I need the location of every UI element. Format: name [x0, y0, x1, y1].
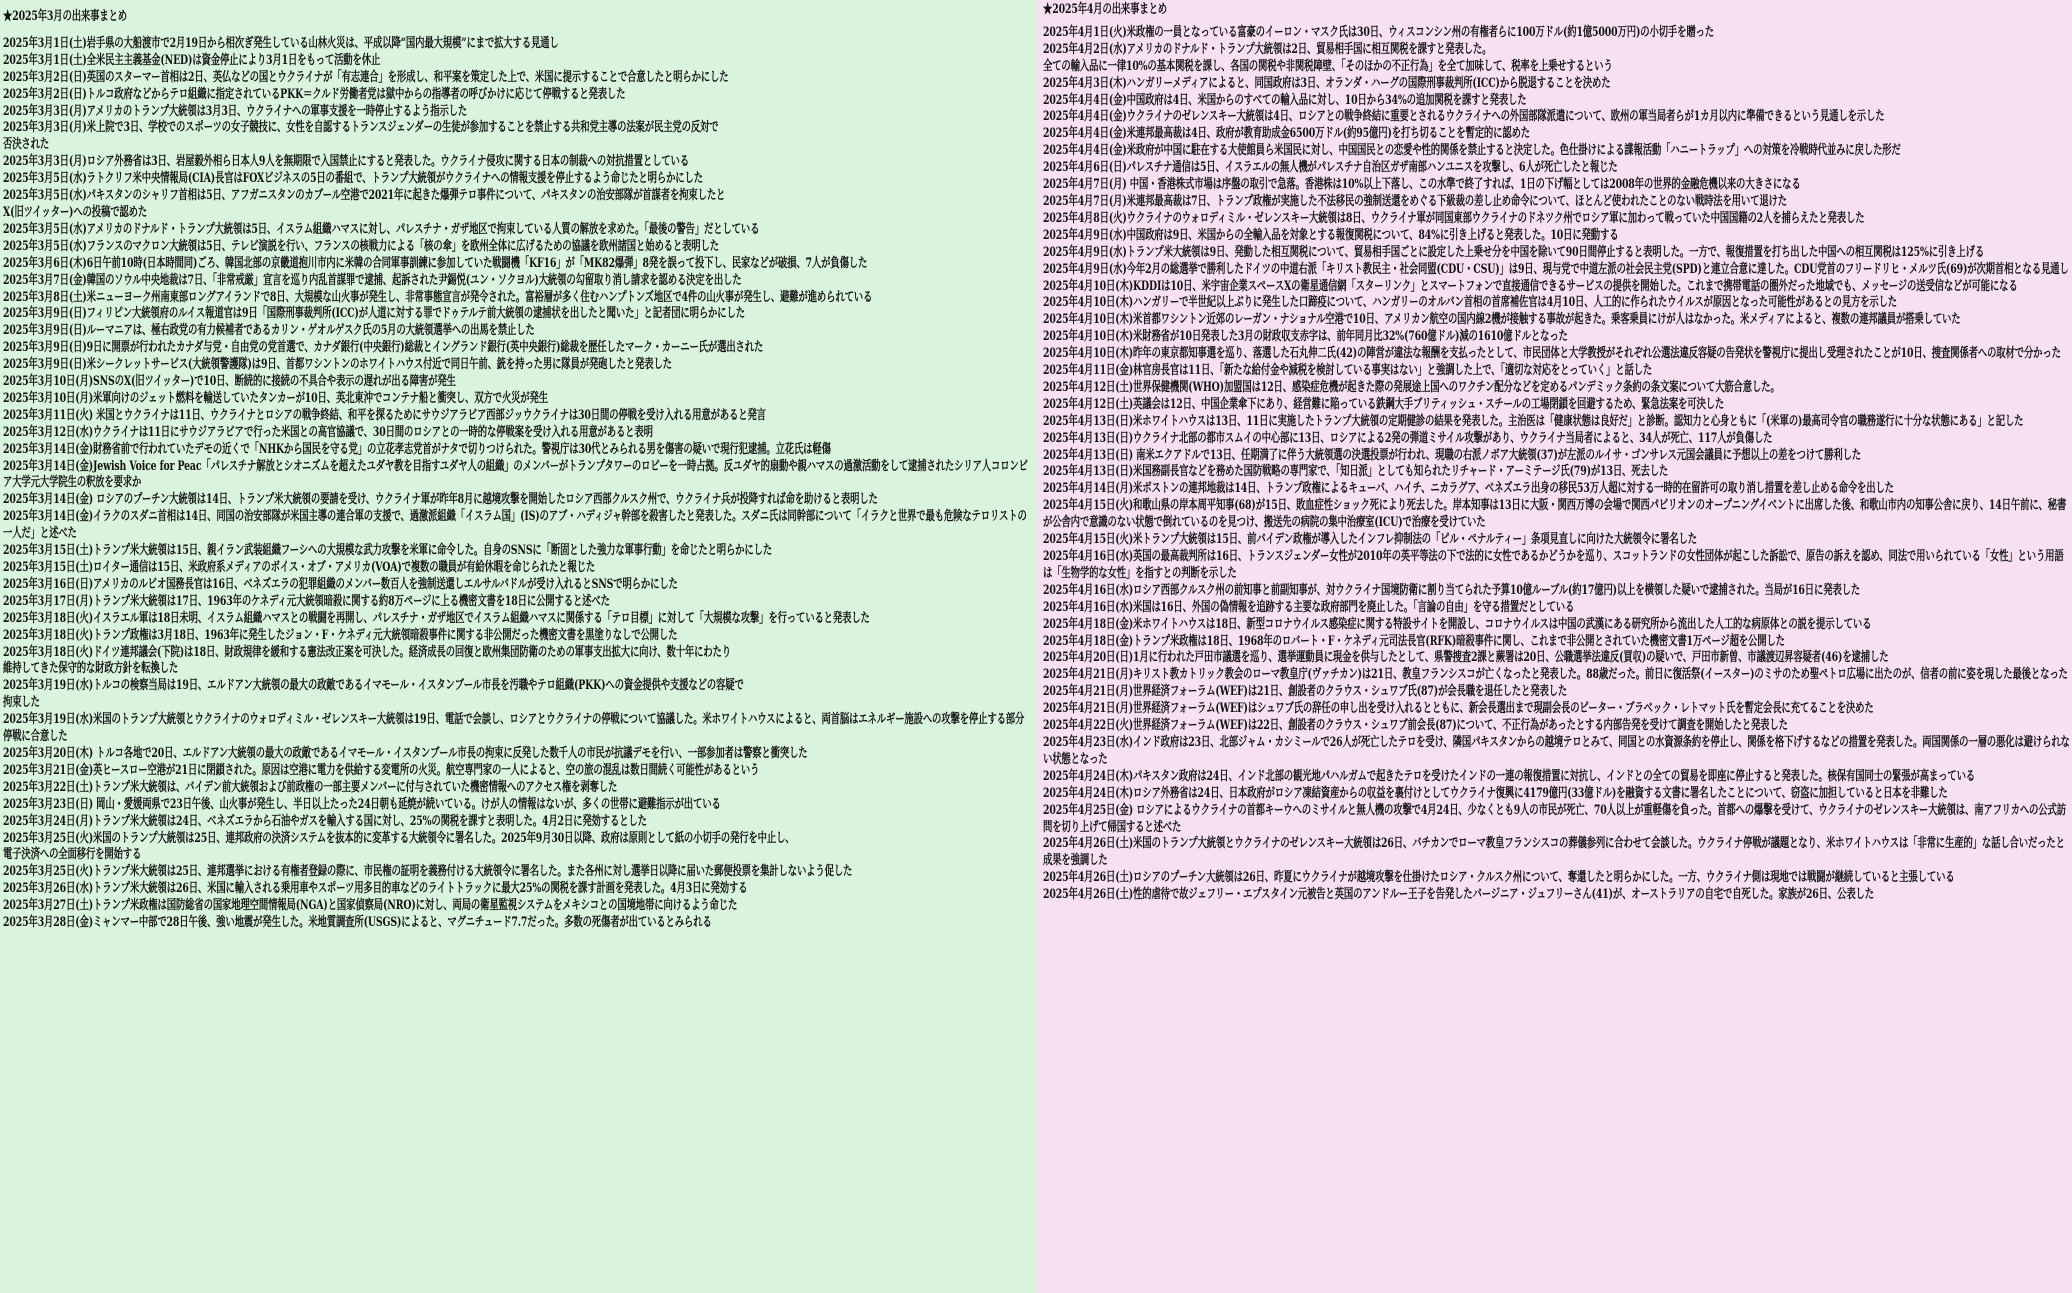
event-item: 2025年4月18日(金)米ホワイトハウスは18日、新型コロナウイルス感染症に関する特設サイトを開設し、コロナウイルスは中国の武漢にある研究所から流出した人工的な病原体との説を提示している	[1043, 616, 1872, 632]
event-item: 2025年3月11日(火) 米国とウクライナは11日、ウクライナとロシアの戦争終結、和平を探るためにサウジアラビア西部ジッウクライナは30日間の停戦を受け入れる用意があると発言	[3, 407, 766, 423]
event-item: 2025年4月16日(水)米国は16日、外国の偽情報を追跡する主要な政府部門を廃止した。「言論の自由」を守る措置だとしている	[1043, 599, 1575, 615]
event-item: 2025年4月2日(水)アメリカのドナルド・トランプ大統領は2日、貿易相手国に相互関税を課すと発表した。	[1043, 41, 1492, 57]
event-item: 2025年4月16日(水)ロシア西部クルスク州の前知事と前副知事が、対ウクライナ国境防衛に割り当てられた予算10億ルーブル(約17億円)以上を横領した疑いで逮捕された。当局が16日に発表した	[1043, 582, 1861, 598]
event-item: 2025年4月21日(月)キリスト教カトリック教会のローマ教皇庁(ヴァチカン)は21日、教皇フランシスコが亡くなったと発表した。88歳だった。前日に復活祭(イースター)のミサのため聖ペトロ広場に出たのが、信者の前に姿を現した最後となった	[1043, 667, 2068, 683]
april-event-list	[1043, 25, 2072, 904]
event-item: 2025年3月18日(火)イスラエル軍は18日未明、イスラム組織ハマスとの戦闘を再開し、パレスチナ・ガザ地区でイスラム組織ハマスに関係する「テロ目標」に対して「大規模な攻撃」を行っていると発表した	[3, 610, 870, 626]
event-item: 2025年4月18日(金)トランプ米政権は18日、1968年のロバート・F・ケネディ元司法長官(RFK)暗殺事件に関し、これまで非公開とされていた機密文書1万ページ超を公開した	[1043, 633, 1785, 649]
event-item: 2025年4月1日(火)米政権の一員となっている富豪のイーロン・マスク氏は30日、ウィスコンシン州の有権者らに100万ドル(約1億5000万円)の小切手を贈った	[1043, 24, 1714, 40]
event-item: 2025年3月22日(土)トランプ米大統領は、バイデン前大統領および前政権の一部主要メンバーに付与されていた機密情報へのアクセス権を剥奪した	[3, 779, 618, 795]
event-item: 2025年4月12日(土)世界保健機関(WHO)加盟国は12日、感染症危機が起きた際の発展途上国へのワクチン配分などを定めるパンデミック条約の条文案について大筋合意した。	[1043, 379, 1780, 395]
event-item: 2025年3月9日(日)9日に開票が行われたカナダ与党・自由党の党首選で、カナダ銀行(中央銀行)総裁とイングランド銀行(英中央銀行)総裁を歴任したマーク・カーニー氏が選出された	[3, 340, 764, 356]
event-item: 2025年3月24日(月)トランプ米大統領は24日、ベネズエラから石油やガスを輸入する国に対し、25%の関税を課すと表明した。4月2日に発効するとした	[3, 813, 647, 829]
event-item: 2025年3月18日(火)トランプ政権は3月18日、1963年に発生したジョン・F・ケネディ元大統領暗殺事件に関する非公開だった機密文書を黒塗りなしで公開した	[3, 627, 678, 643]
event-item: 2025年3月8日(土)米ニューヨーク州南東部ロングアイランドで8日、大規模な山火事が発生し、非常事態宣言が発令された。富裕層が多く住むハンプトンズ地区で4件の山火事が発生し、避難が進められている	[3, 289, 873, 305]
event-item: 2025年4月7日(月)米連邦最高裁は7日、トランプ政権が実施した不法移民の強制送還をめぐる下級裁の差し止め命令について、ほとんど使われたことのない戦時法を用いて退けた	[1043, 193, 1787, 209]
event-item: 2025年4月13日(日)米ホワイトハウスは13日、11日に実施したトランプ大統領の定期健診の結果を発表した。主治医は「健康状態は良好だ」と診断。認知力と心身ともに「(米軍の)最高司令官の職務遂行に十分な状態にある」と記した	[1043, 413, 2024, 429]
event-item: 2025年4月22日(火)世界経済フォーラム(WEF)は22日、創設者のクラウス・シュワブ前会長(87)について、不正行為があったとする内部告発を受けて調査を開始したと発表した	[1043, 718, 1788, 734]
event-item: 2025年3月19日(水)トルコの検察当局は19日、エルドアン大統領の最大の政敵であるイマモール・イスタンブール市長を汚職やテロ組織(PKK)への資金提供や支援などの容疑で 拘束した	[3, 678, 744, 711]
event-item: 2025年4月15日(火)和歌山県の岸本周平知事(68)が15日、敗血症性ショック死により死去した。岸本知事は13日に大阪・関西万博の会場で関西パビリオンのオープニングイベントに出席した後、和歌山市内の知事公舎に戻り、14日午前に、秘書が公舎内で意識のない状態で倒れているのを見つけ、搬送先の病院の集中治療室(ICU)で治療を受けていた	[1043, 498, 2067, 531]
event-item: 2025年4月24日(木)ロシア外務省は24日、日本政府がロシア凍結資産からの収益を裏付けとしてウクライナ復興に4179億円(33億ドル)を融資する文書に署名したことについて、窃盗に加担していると日本を非難した	[1043, 785, 1948, 801]
event-item: 2025年3月5日(水)ラトクリフ米中央情報局(CIA)長官はFOXビジネスの5日の番組で、トランプ大統領がウクライナへの情報支援を停止するよう命じたと明らかにした	[3, 171, 703, 187]
event-item: 2025年3月9日(日)フィリピン大統領府のルイス報道官は9日「国際刑事裁判所(ICC)が人道に対する罪でドゥテルテ前大統領の逮捕状を出したと聞いた」と記者団に明らかにした	[3, 306, 745, 322]
event-item: 2025年3月10日(月)米軍向けのジェット燃料を輸送していたタンカーが10日、英北東沖でコンテナ船と衝突し、双方で火災が発生	[3, 390, 548, 406]
event-item: 2025年3月27日(土)トランプ米政権は国防総省の国家地理空間情報局(NGA)と国家偵察局(NRO)に対し、両局の衛星監視システムをメキシコとの国境地帯に向けるよう命じた	[3, 898, 738, 914]
event-item: 2025年4月8日(火)ウクライナのウォロディミル・ゼレンスキー大統領は8日、ウクライナ軍が同国東部ウクライナのドネツク州でロシア軍に加わって戦っていた中国国籍の2人を捕らえたと発表した	[1043, 210, 1865, 226]
april-events-column	[1037, 0, 2072, 1293]
event-item: 2025年3月17日(月)トランプ米大統領は17日、1963年のケネディ元大統領暗殺に関する約8万ページに上る機密文書を18日に公開すると述べた	[3, 593, 610, 609]
event-item: 2025年4月10日(木)米財務省が10日発表した3月の財政収支赤字は、前年同月比32%(760億ドル)減の1610億ドルとなった	[1043, 329, 1568, 345]
event-item: 2025年4月21日(月)世界経済フォーラム(WEF)はシュワブ氏の辞任の申し出を受け入れるとともに、新会長選出まで現副会長のピーター・ブラベック・レトマット氏を暫定会長に充てることを決めた	[1043, 701, 1874, 717]
event-item: 2025年4月12日(土)英議会は12日、中国企業傘下にあり、経営難に陥っている鉄鋼大手ブリティッシュ・スチールの工場閉鎖を回避するため、緊急法案を可決した	[1043, 396, 1725, 412]
event-item: 2025年3月14日(金)イラクのスダニ首相は14日、同国の治安部隊が米国主導の連合軍の支援で、過激派組織「イスラム国」(IS)のアブ・ハディジャ幹部を殺害したと発表した。スダニ氏は同幹部について「イラクと世界で最も危険なテロリストの一人だ」と述べた	[3, 509, 1027, 542]
event-item: 2025年3月25日(火)トランプ米大統領は25日、連邦選挙における有権者登録の際に、市民権の証明を義務付ける大統領令に署名した。また各州に対し選挙日以降に届いた郵便投票を集計しないよう促した	[3, 864, 853, 880]
event-item: 2025年4月9日(水)中国政府は9日、米国からの全輸入品を対象とする報復関税について、84%に引き上げると発表した。10日に発動する	[1043, 227, 1619, 243]
event-item: 2025年3月9日(日)米シークレットサービス(大統領警護隊)は9日、首都ワシントンのホワイトハウス付近で同日午前、銃を持った男に隊員が発砲したと発表した	[3, 357, 672, 373]
event-item: 2025年4月14日(月)米ボストンの連邦地裁は14日、トランプ政権によるキューバ、ハイチ、ニカラグア、ベネズエラ出身の移民53万人超に対する一時的在留許可の取り消し措置を差し止める命令を出した	[1043, 481, 1894, 497]
event-item: 2025年4月4日(金)中国政府は4日、米国からのすべての輸入品に対し、10日から34%の追加関税を課すと発表した	[1043, 92, 1527, 108]
event-item: 2025年3月5日(水)パキスタンのシャリフ首相は5日、アフガニスタンのカブール空港で2021年に起きた爆弾テロ事件について、パキスタンの治安部隊が首謀者を拘束したと X(旧ツイッター)への投稿で認めた	[3, 188, 726, 220]
march-event-list	[3, 36, 1033, 932]
event-item: 2025年4月26日(土)ロシアのプーチン大統領は26日、昨夏にウクライナが越境攻撃を仕掛けたロシア・クルスク州について、奪還したと明らかにした。一方、ウクライナ側は現地では戦闘が継続していると主張している	[1043, 870, 1955, 886]
event-item: 2025年4月24日(木)パキスタン政府は24日、インド北部の観光地パハルガムで起きたテロを受けたインドの一連の報復措置に対抗し、インドとの全ての貿易を即座に停止すると発表した。核保有国同士の緊張が高まっている	[1043, 768, 1976, 784]
event-item: 2025年4月13日(日)米国務副長官などを務めた国防戦略の専門家で、「知日派」としても知られたリチャード・アーミテージ氏(79)が13日、死去した	[1043, 464, 1669, 480]
event-item: 2025年3月23日(日) 岡山・愛媛両県で23日午後、山火事が発生し、半日以上たった24日朝も延焼が続いている。けが人の情報はないが、多くの世帯に避難指示が出ている	[3, 796, 721, 812]
event-item: 2025年3月1日(土)全米民主主義基金(NED)は資金停止により3月1日をもって活動を休止	[3, 52, 381, 68]
event-item: 2025年4月4日(金)米連邦最高裁は4日、政府が教育助成金6500万ドル(約95億円)を打ち切ることを暫定的に認めた	[1043, 126, 1531, 142]
event-item: 2025年3月20日(木) トルコ各地で20日、エルドアン大統領の最大の政敵であるイマモール・イスタンブール市長の拘束に反発した数千人の市民が抗議デモを行い、一部参加者は警察と衝突した	[3, 745, 808, 761]
event-item: 2025年4月16日(水)英国の最高裁判所は16日、トランスジェンダー女性が2010年の英平等法の下で法的に女性であるかどうかを巡り、スコットランドの女性団体が起こした訴訟で、原告の訴えを認め、同法で用いられている「女性」という用語は「生物学的な女性」を指すとの判断を示した	[1043, 549, 2064, 581]
event-item: 2025年4月10日(木)米首都ワシントン近郊のレーガン・ナショナル空港で10日、アメリカン航空の国内線2機が接触する事故が起きた。乗客乗員にけが人はなかった。米メディアによると、複数の連邦議員が搭乗していた	[1043, 312, 1961, 328]
event-item: 2025年3月21日(金)英ヒースロー空港が21日に閉鎖された。原因は空港に電力を供給する変電所の火災。航空専門家の一人によると、空の旅の混乱は数日間続く可能性があるという	[3, 762, 760, 778]
event-item: 2025年3月26日(水)トランプ米大統領は26日、米国に輸入される乗用車やスポーツ用多目的車などのライトトラックに最大25%の関税を課す計画を発表した。4月3日に発効する	[3, 881, 748, 897]
event-item: 2025年3月5日(水)フランスのマクロン大統領は5日、テレビ演説を行い、フランスの核戦力による「核の傘」を欧州全体に広げるための協議を欧州諸国と始めると表明した	[3, 238, 719, 254]
event-item: 2025年3月12日(水)ウクライナは11日にサウジアラビアで行った米国との高官協議で、30日間のロシアとの一時的な停戦案を受け入れる用意があると表明	[3, 424, 653, 440]
event-item: 2025年4月13日(日)ウクライナ北部の都市スムイの中心部に13日、ロシアによる2発の弾道ミサイル攻撃があり、ウクライナ当局者によると、34人が死亡、117人が負傷した	[1043, 430, 1773, 446]
event-item: 全ての輸入品に一律10%の基本関税を課し、各国の関税や非関税障壁、「そのほかの不正行為」を全て加味して、税率を上乗せするという	[1043, 58, 1613, 74]
event-item: 2025年4月26日(土)性的虐待で故ジェフリー・エプスタイン元被告と英国のアンドルー王子を告発したバージニア・ジュフリーさん(41)が、オーストラリアの自宅で自死した。家族が26日、公表した	[1043, 887, 1874, 903]
event-item: 2025年4月23日(水)インド政府は23日、北部ジャム・カシミールで26人が死亡したテロを受け、隣国パキスタンからの越境テロとみて、同国との水資源条約を停止し、関係を格下げするなどの措置を発表した。両国関係の一層の悪化は避けられない状態となった	[1043, 734, 2070, 767]
april-section-title: ★2025年4月の出来事まとめ	[1043, 2, 1168, 17]
event-item: 2025年4月4日(金)ウクライナのゼレンスキー大統領は4日、ロシアとの戦争終結に重要とされるウクライナへの外国部隊派遣について、欧州の軍当局者らが1カ月以内に準備できるという見通しを示した	[1043, 109, 1885, 125]
event-item: 2025年4月10日(木)昨年の東京都知事選を巡り、落選した石丸伸二氏(42)の陣営が違法な報酬を支払ったとして、市民団体と大学教授がそれぞれ公選法違反容疑の告発状を警視庁に提出し受理されたことが10日、捜査関係者への取材で分かった	[1043, 346, 2061, 362]
event-item: 2025年3月2日(日)トルコ政府などからテロ組織に指定されているPKK＝クルド労働者党は獄中からの指導者の呼びかけに応じて停戦すると発表した	[3, 86, 626, 102]
event-item: 2025年3月5日(水)アメリカのドナルド・トランプ大統領は5日、イスラム組織ハマスに対し、パレスチナ・ガザ地区で拘束している人質の解放を求めた。「最後の警告」だとしている	[3, 221, 760, 237]
event-item: 2025年3月3日(月)米上院で3日、学校でのスポーツの女子競技に、女性を自認するトランスジェンダーの生徒が参加することを禁止する共和党主導の法案が民主党の反対で 否決された	[3, 120, 719, 153]
event-item: 2025年4月9日(水)今年2月の総選挙で勝利したドイツの中道右派「キリスト教民主・社会同盟(CDU・CSU)」は9日、現与党で中道左派の社会民主党(SPD)と連立合意に達した。CDU党首のフリードリヒ・メルツ氏(69)が次期首相となる見通し	[1043, 261, 2069, 277]
event-item: 2025年3月7日(金)韓国のソウル中央地裁は7日、「非常戒厳」宣言を巡り内乱首謀罪で逮捕、起訴された尹錫悦(ユン・ソクヨル)大統領の勾留取り消し請求を認める決定を出した	[3, 272, 742, 288]
event-item: 2025年4月3日(木)ハンガリーメディアによると、同国政府は3日、オランダ・ハーグの国際刑事裁判所(ICC)から脱退することを決めた	[1043, 75, 1611, 91]
event-item: 2025年3月15日(土)ロイター通信は15日、米政府系メディアのボイス・オブ・アメリカ(VOA)で複数の職員が有給休暇を命じられたと報じた	[3, 560, 596, 575]
event-item: 2025年3月14日(金) ロシアのプーチン大統領は14日、トランプ米大統領の要請を受け、ウクライナ軍が昨年8月に越境攻撃を開始したロシア西部クルスク州で、ウクライナ兵が投降すれば命を助けると表明した	[3, 492, 878, 508]
event-item: 2025年3月9日(日)ルーマニアは、極右政党の有力候補者であるカリン・ゲオルゲスク氏の5月の大統領選挙への出馬を禁止した	[3, 323, 535, 339]
event-item: 2025年3月14日(金)Jewish Voice for Peac「パレスチナ解放とシオニズムを超えたユダヤ教を目指すユダヤ人の組織」のメンバーがトランプタワーのロビーを一時占拠。反ユダヤ的扇動や親ハマスの過激活動をして逮捕されたシリア人コロンビア大学元大学院生の釈放を要求か	[3, 458, 1028, 491]
event-item: 2025年3月28日(金)ミャンマー中部で28日午後、強い地震が発生した。米地質調査所(USGS)によると、マグニチュード7.7だった。多数の死傷者が出ているとみられる	[3, 915, 712, 931]
event-item: 2025年4月11日(金)林官房長官は11日、「新たな給付金や減税を検討している事実はない」と強調した上で、「適切な対応をとっていく」と話した	[1043, 363, 1653, 379]
event-item: 2025年4月4日(金)米政府が中国に駐在する大使館員ら米国民に対し、中国国民との恋愛や性的関係を禁止すると決定した。色仕掛けによる諜報活動「ハニートラップ」への対策を冷戦時代並みに戻した形だ	[1043, 143, 1901, 159]
event-item: 2025年3月3日(月)ロシア外務省は3日、岩屋毅外相ら日本人9人を無期限で入国禁止にすると発表した。ウクライナ侵攻に関する日本の制裁への対抗措置としている	[3, 154, 689, 170]
event-item: 2025年3月15日(土)トランプ米大統領は15日、親イラン武装組織フーシへの大規模な武力攻撃を米軍に命令した。自身のSNSに「断固とした強力な軍事行動」を命じたと明らかにした	[3, 543, 773, 559]
event-item: 2025年3月16日(日)アメリカのルビオ国務長官は16日、ベネズエラの犯罪組織のメンバー数百人を強制送還しエルサルバドルが受け入れるとSNSで明らかにした	[3, 576, 678, 592]
event-item: 2025年3月6日(木)6日午前10時(日本時間同)ごろ、韓国北部の京畿道抱川市内に米韓の合同軍事訓練に参加していた戦闘機「KF16」が「MK82爆弾」8発を誤って投下し、民家などが破損、7人が負傷した	[3, 255, 868, 271]
event-item: 2025年3月3日(月)アメリカのトランプ大統領は3月3日、ウクライナへの軍事支援を一時停止するよう指示した	[3, 103, 468, 119]
event-item: 2025年4月9日(水)トランプ米大統領は9日、発動した相互関税について、貿易相手国ごとに設定した上乗せ分を中国を除いて90日間停止すると表明した。一方で、報復措置を打ち出した中国への相互関税は125%に引き上げる	[1043, 244, 1985, 260]
event-item: 2025年4月7日(月) 中国・香港株式市場は序盤の取引で急落。香港株は10%以上下落し、この水準で終了すれば、1日の下げ幅としては2008年の世界的金融危機以来の大きさになる	[1043, 177, 1801, 193]
event-item: 2025年4月21日(月)世界経済フォーラム(WEF)は21日、創設者のクラウス・シュワブ氏(87)が会長職を退任したと発表した	[1043, 684, 1568, 700]
event-item: 2025年4月15日(火)米トランプ大統領は15日、前バイデン政権が導入したインフレ抑制法の「ピル・ペナルティー」条項見直しに向けた大統領令に署名した	[1043, 532, 1697, 548]
event-item: 2025年4月10日(木)ハンガリーで半世紀以上ぶりに発生した口蹄疫について、ハンガリーのオルバン首相の首席補佐官は4月10日、人工的に作られたウイルスが原因となった可能性があるとの見方を示した	[1043, 295, 1898, 311]
event-item: 2025年3月25日(火)米国のトランプ大統領は25日、連邦政府の決済システムを抜本的に変革する大統領令に署名した。2025年9月30日以降、政府は原則として紙の小切手の発行を中止し、 電子決済への全面移行を開始する	[3, 830, 795, 863]
march-section-title: ★2025年3月の出来事まとめ	[3, 9, 128, 24]
event-item: 2025年4月6日(日)パレスチナ通信は5日、イスラエルの無人機がパレスチナ自治区ガザ南部ハンユニスを攻撃し、6人が死亡したと報じた	[1043, 160, 1618, 176]
event-item: 2025年4月10日(木)KDDIは10日、米宇宙企業スペースXの衛星通信網「スターリンク」とスマートフォンで直接通信できるサービスの提供を開始した。これまで携帯電話の圏外だった地域でも、メッセージの送受信などが可能になる	[1043, 278, 2018, 294]
event-item: 2025年4月26日(土)米国のトランプ大統領とウクライナのゼレンスキー大統領は26日、バチカンでローマ教皇フランシスコの葬儀参列に合わせて会談した。ウクライナ停戦が議題となり、米ホワイトハウスは「非常に生産的」な話し合いだったと成果を強調した	[1043, 836, 2065, 869]
event-item: 2025年3月1日(土)岩手県の大船渡市で2月19日から相次ぎ発生している山林火災は、平成以降“国内最大規模”にまで拡大する見通し	[3, 35, 559, 51]
event-item: 2025年4月20日(日)1月に行われた戸田市議選を巡り、選挙運動員に現金を供与したとして、県警捜査2課と蕨署は20日、公職選挙法違反(買収)の疑いで、戸田市新曽、市議渡辺昇容疑者(46)を逮捕した	[1043, 650, 1889, 666]
event-item: 2025年3月10日(月)SNSのX(旧ツイッター)で10日、断続的に接続の不具合や表示の遅れが出る障害が発生	[3, 374, 456, 390]
event-item: 2025年4月25日(金) ロシアによるウクライナの首都キーウへのミサイルと無人機の攻撃で4月24日、少なくとも9人の市民が死亡、70人以上が重軽傷を負った。首都への爆撃を受けて、ウクライナのゼレンスキー大統領は、南アフリカへの公式訪問を切り上げて帰国すると述べた	[1043, 802, 2066, 835]
event-item: 2025年3月2日(日)英国のスターマー首相は2日、英仏などの国とウクライナが「有志連合」を形成し、和平案を策定した上で、米国に提示することで合意したと明らかにした	[3, 69, 729, 85]
event-item: 2025年4月13日(日) 南米エクアドルで13日、任期満了に伴う大統領選の決選投票が行われ、現職の右派ノボア大統領(37)が左派のルイサ・ゴンサレス元国会議員に予想以上の差をつけて勝利した	[1043, 447, 1862, 463]
event-item: 2025年3月18日(火)ドイツ連邦議会(下院)は18日、財政規律を緩和する憲法改正案を可決した。経済成長の回復と欧州集団防衛のための軍事支出拡大に向け、数十年にわたり 維持してきた保守的な財政方針を転換した	[3, 644, 731, 677]
event-item: 2025年3月14日(金)財務省前で行われていたデモの近くで「NHKから国民を守る党」の立花孝志党首がナタで切りつけられた。警視庁は30代とみられる男を傷害の疑いで現行犯逮捕。立花氏は軽傷	[3, 441, 831, 457]
event-item: 2025年3月19日(水)米国のトランプ大統領とウクライナのウォロディミル・ゼレンスキー大統領は19日、電話で会談し、ロシアとウクライナの停戦について協議した。米ホワイトハウスによると、両首脳はエネルギー施設への攻撃を停止する部分停戦に合意した	[3, 712, 1025, 745]
